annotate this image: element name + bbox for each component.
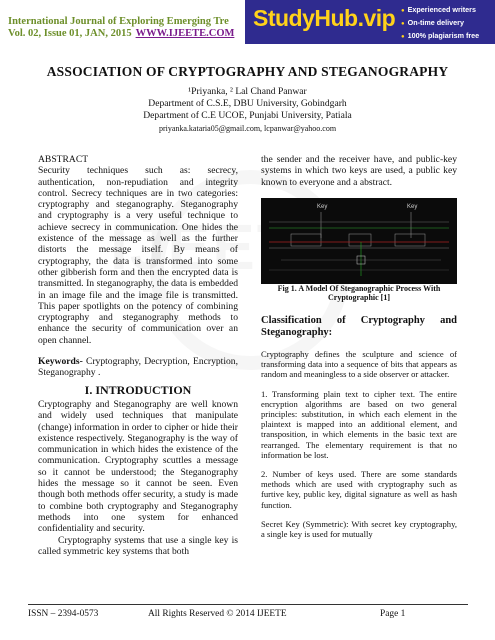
affiliation-2: Department of C.E UCOE, Punjabi University, Patiala: [143, 110, 352, 122]
paragraph: 2. Number of keys used. There are some standards methods which are used with cryptography such as furtive key, public key, digital signature as well as hash function.: [261, 468, 457, 510]
author-block: [0, 86, 495, 135]
banner-feature: ● On-time delivery: [401, 17, 479, 30]
keywords-text: Cryptography, Decryption, Encryption, Steganography .: [38, 356, 238, 379]
intro-paragraph: Cryptography systems that use a single key is called symmetric key systems that both: [38, 534, 238, 557]
section-heading-classification: Classification of Cryptography and Steganography:: [261, 314, 457, 339]
footer-issn: ISSN – 2394-0573: [28, 609, 99, 619]
figure-key-label: Key: [317, 203, 328, 210]
paragraph: Secret Key (Symmetric): With secret key cryptography, a single key is used for mutually: [261, 518, 457, 539]
footer-rights: All Rights Reserved © 2014 IJEETE: [148, 609, 287, 619]
left-column: [38, 154, 238, 557]
studyhub-banner[interactable]: [245, 0, 495, 44]
keywords-label: Keywords-: [38, 356, 83, 368]
author-names: ¹Priyanka, ² Lal Chand Panwar: [188, 86, 307, 97]
affiliation-1: Department of C.S.E, DBU University, Gobindgarh: [148, 98, 347, 110]
figure-steganographic-model: [261, 198, 457, 284]
figure-key-label: Key: [407, 203, 418, 210]
footer-page-number: Page 1: [380, 609, 406, 619]
journal-volume: [8, 28, 258, 40]
banner-brand: StudyHub.vip: [253, 5, 396, 31]
section-heading-introduction: I. INTRODUCTION: [84, 382, 192, 397]
author-emails: priyanka.kataria05@gmail.com, lcpanwar@yahoo.com: [158, 123, 337, 133]
journal-header: [8, 16, 258, 40]
banner-feature-list: [401, 4, 479, 43]
paragraph: Cryptography defines the sculpture and science of transforming data into a sequence of bits that appears as random and meaningless to a side observer or attacker.: [261, 348, 457, 380]
paper-title: ASSOCIATION OF CRYPTOGRAPHY AND STEGANOGRAPHY: [46, 64, 449, 79]
journal-url-link[interactable]: WWW.IJEETE.COM: [135, 28, 235, 39]
journal-name: International Journal of Exploring Emerging Tre: [8, 16, 229, 27]
journal-issue: Vol. 02, Issue 01, JAN, 2015: [8, 28, 132, 39]
paragraph: the sender and the receiver have, and public-key systems in which two keys are used, a public key known to everyone and a abstract.: [261, 154, 457, 188]
banner-feature: ● 100% plagiarism free: [401, 30, 479, 43]
abstract-text: Security techniques such as: secrecy, authentication, non-repudiation and integrity control. Secrecy techniques are in two categories: cryptography and steganography. Steganography and cryptography is a very useful technique to achieve secrecy in communication. One hides the existence of the message as well as the further distorts the message itself. By means of cryptography, the data is transformed into some other gibberish form and then the encrypted data is transmitted. In steganography, the data is embedded in an image file and the image file is transmitted. This paper spotlights on the potency of combining cryptography and steganography methods to enhance the security of communication over an open channel.: [38, 165, 238, 346]
figure-caption: Fig 1. A Model Of Steganographic Process With Cryptographic [1]: [277, 283, 441, 303]
page-footer: [28, 604, 468, 619]
intro-paragraph: Cryptography and Steganography are well known and widely used techniques that manipulate (change) information in order to cipher or hide their existence respectively. Steganography is the way of communication in which hides the existence of the communication. Cryptography scuttles a message so it cannot be understood; the Steganography hides the message so it cannot be seen. Even though both methods offer security, a study is made to combine both cryptography and Steganography methods into one system for enhanced confidentiality and security.: [38, 398, 238, 535]
banner-feature: ● Experienced writers: [401, 4, 479, 17]
keywords: [38, 356, 238, 379]
right-column: [261, 154, 457, 539]
abstract-heading: ABSTRACT: [38, 154, 89, 165]
paragraph: 1. Transforming plain text to cipher text. The entire encryption algorithms are based on two general principles: substitution, in which each element in the plaintext is mapped into an additional element, and transposition, in which elements in the basic text are rearranged. The elementary requirement is that no information be lost.: [261, 388, 457, 460]
figure-diagram: [261, 198, 457, 284]
